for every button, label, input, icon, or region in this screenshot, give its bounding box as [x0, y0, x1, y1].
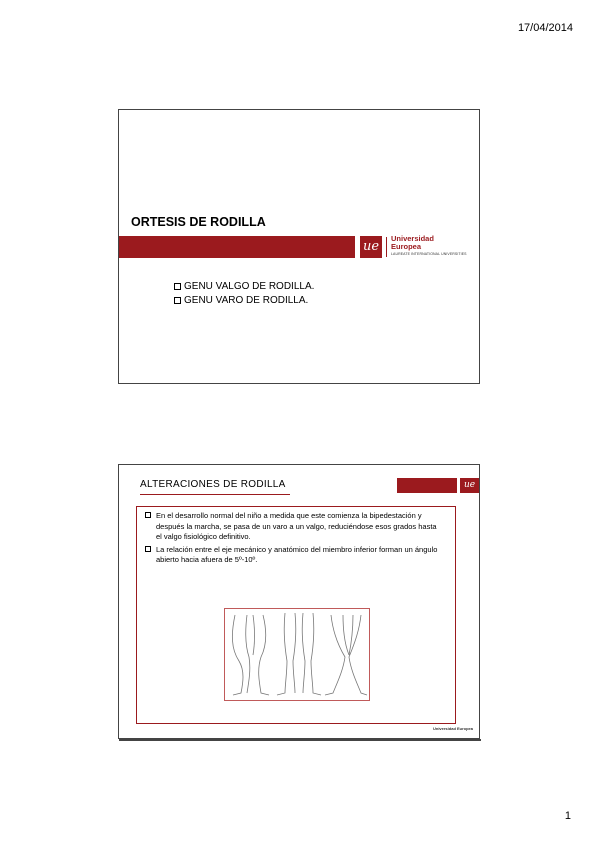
- logo-line-3: LAUREATE INTERNATIONAL UNIVERSITIES: [391, 252, 467, 256]
- university-logo-text: [391, 235, 467, 257]
- checkbox-bullet-icon: [174, 283, 181, 290]
- logo-line-2: Europea: [391, 242, 422, 251]
- title-underline: [140, 494, 290, 495]
- list-item: [174, 281, 314, 292]
- slide-footer-label: Universidad Europea: [432, 726, 473, 731]
- list-item: [145, 511, 443, 543]
- logo-divider: [386, 237, 387, 257]
- brand-band: [397, 478, 457, 493]
- topic-list: [174, 281, 314, 309]
- content-box: [136, 506, 456, 724]
- bullet-text: La relación entre el eje mecánico y anatómico del miembro inferior forman un ángulo abierto hacia afuera de 5º-10º.: [156, 544, 438, 564]
- list-item-label: GENU VARO DE RODILLA.: [184, 295, 309, 306]
- checkbox-bullet-icon: [145, 512, 151, 518]
- brand-band: [119, 236, 355, 258]
- page-number: 1: [564, 810, 571, 822]
- page-date: 17/04/2014: [517, 22, 573, 34]
- legs-illustration: [224, 608, 370, 701]
- bullet-text: En el desarrollo normal del niño a medida que este comienza la bipedestación y después la marcha, se pasa de un varo a un valgo, reduciéndose esos grados hasta el valgo fisiológico definitivo.: [156, 511, 437, 541]
- list-item-label: GENU VALGO DE RODILLA.: [184, 281, 315, 292]
- list-item: [145, 545, 443, 566]
- ue-logo-icon: ue: [360, 236, 382, 258]
- checkbox-bullet-icon: [145, 546, 151, 552]
- slide-title: ORTESIS DE RODILLA: [131, 215, 266, 229]
- logo-line-1: Universidad: [391, 234, 434, 243]
- checkbox-bullet-icon: [174, 297, 181, 304]
- slide-bottom-line: [119, 739, 481, 741]
- legs-drawing: [225, 609, 368, 699]
- bullet-list: [145, 511, 443, 568]
- list-item: [174, 295, 314, 306]
- ue-logo-icon: ue: [460, 478, 479, 493]
- slide-alteraciones: [118, 464, 480, 739]
- slide-title-ortesis: [118, 109, 480, 384]
- slide-title: ALTERACIONES DE RODILLA: [140, 479, 286, 490]
